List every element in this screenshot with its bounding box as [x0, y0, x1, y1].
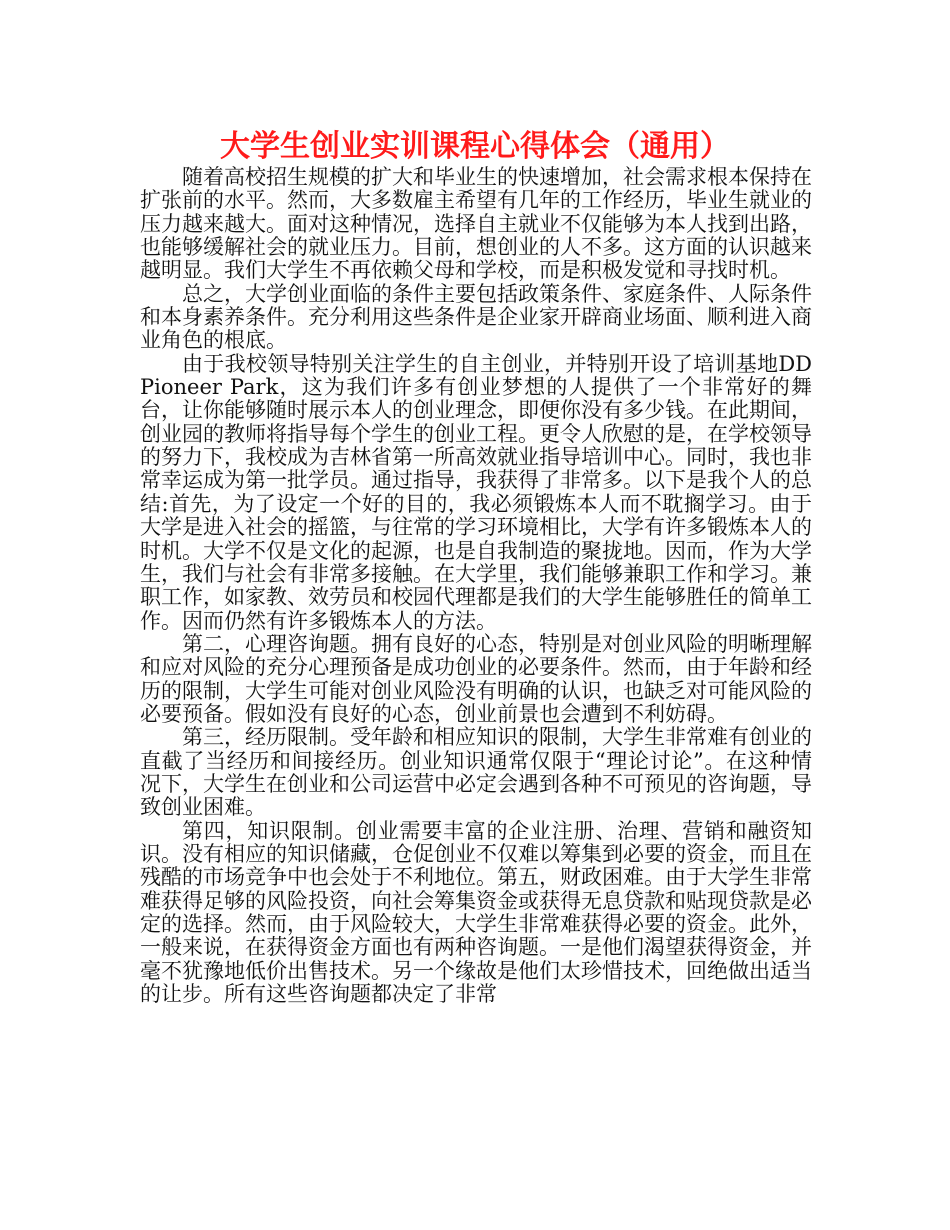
document-body — [140, 166, 812, 1006]
paragraph-intro: 随着高校招生规模的扩大和毕业生的快速增加，社会需求根本保持在扩张前的水平。然而，大多数雇主希望有几年的工作经历，毕业生就业的压力越来越大。面对这种情况，选择自主就业不仅能够为本人找到出路，也能够缓解社会的就业压力。目前，想创业的人不多。这方面的认识越来越明显。我们大学生不再依赖父母和学校，而是积极发觉和寻找时机。 — [140, 165, 812, 283]
paragraph-second-psychology: 第二，心理咨询题。拥有良好的心态，特别是对创业风险的明晰理解和应对风险的充分心理预备是成功创业的必要条件。然而，由于年龄和经历的限制，大学生可能对创业风险没有明确的认识，也缺乏对可能风险的必要预备。假如没有良好的心态，创业前景也会遭到不利妨碍。 — [140, 631, 812, 726]
paragraph-fourth-knowledge: 第四，知识限制。创业需要丰富的企业注册、治理、营销和融资知识。没有相应的知识储藏，仓促创业不仅难以筹集到必要的资金，而且在残酷的市场竞争中也会处于不利地位。第五，财政困难。由于大学生非常难获得足够的风险投资，向社会筹集资金或获得无息贷款和贴现贷款是必定的选择。然而，由于风险较大，大学生非常难获得必要的资金。此外，一般来说，在获得资金方面也有两种咨询题。一是他们渴望获得资金，并毫不犹豫地低价出售技术。另一个缘故是他们太珍惜技术，回绝做出适当的让步。所有这些咨询题都决定了非常 — [140, 818, 812, 1007]
document-title: 大学生创业实训课程心得体会（通用） — [220, 129, 730, 164]
paragraph-pioneer-park: 由于我校领导特别关注学生的自主创业，并特别开设了培训基地DD Pioneer Park，这为我们许多有创业梦想的人提供了一个非常好的舞台，让你能够随时展示本人的创业理念，即便你没有多少钱。在此期间，创业园的教师将指导每个学生的创业工程。更令人欣慰的是，在学校领导的努力下，我校成为吉林省第一所高效就业指导培训中心。同时，我也非常幸运成为第一批学员。通过指导，我获得了非常多。以下是我个人的总结:首先，为了设定一个好的目的，我必须锻炼本人而不耽搁学习。由于大学是进入社会的摇篮，与往常的学习环境相比，大学有许多锻炼本人的时机。大学不仅是文化的起源，也是自我制造的聚拢地。因而，作为大学生，我们与社会有非常多接触。在大学里，我们能够兼职工作和学习。兼职工作，如家教、效劳员和校园代理都是我们的大学生能够胜任的简单工作。因而仍然有许多锻炼本人的方法。 — [140, 351, 812, 633]
paragraph-conditions: 总之，大学创业面临的条件主要包括政策条件、家庭条件、人际条件和本身素养条件。充分利用这些条件是企业家开辟商业场面、顺利进入商业角色的根底。 — [140, 281, 812, 353]
paragraph-third-experience: 第三，经历限制。受年龄和相应知识的限制，大学生非常难有创业的直截了当经历和间接经历。创业知识通常仅限于“理论讨论”。在这种情况下，大学生在创业和公司运营中必定会遇到各种不可预见的咨询题，导致创业困难。 — [140, 725, 812, 820]
